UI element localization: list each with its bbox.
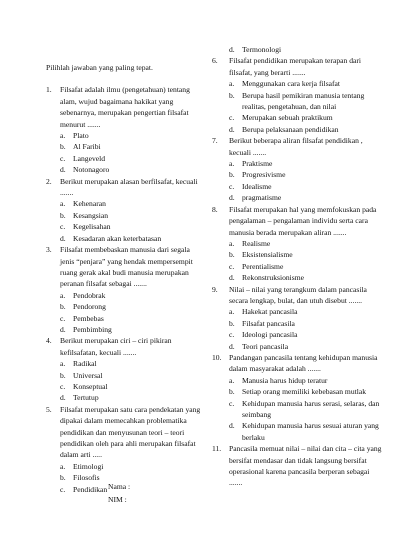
question-item <box>212 135 382 203</box>
option-letter: b. <box>60 473 66 483</box>
answer-option <box>229 181 382 192</box>
answer-option <box>229 318 382 329</box>
option-letter: c. <box>229 261 235 271</box>
option-letter: a. <box>60 290 66 300</box>
answer-option <box>229 238 382 249</box>
left-column <box>46 62 206 495</box>
option-text: Manusia harus hidup teratur <box>242 375 328 385</box>
option-letter: d. <box>60 233 66 243</box>
option-letter: d. <box>229 341 235 351</box>
answer-option <box>60 198 206 209</box>
option-letter: a. <box>229 159 235 169</box>
question-number: 8. <box>212 204 218 214</box>
answer-option <box>229 112 382 123</box>
answer-option <box>229 261 382 272</box>
option-letter: a. <box>60 199 66 209</box>
answer-option <box>229 192 382 203</box>
option-text: Konseptual <box>73 381 108 391</box>
right-column <box>212 44 382 489</box>
option-list <box>60 290 206 336</box>
answer-option <box>60 130 206 141</box>
nim-label: NIM : <box>108 495 127 504</box>
option-text: pragmatisme <box>242 193 282 203</box>
option-text: Termonologi <box>242 45 282 54</box>
option-text: Universal <box>73 370 103 380</box>
option-text: Idealisme <box>242 181 272 191</box>
option-letter: d. <box>229 421 235 431</box>
option-text: Teori pancasila <box>242 341 289 351</box>
answer-option <box>60 461 206 472</box>
option-text: Realisme <box>242 238 271 248</box>
option-letter: d. <box>229 45 235 54</box>
question-stem: Filsafat pendidikan merupakan terapan dari filsafat, yang berarti ....... <box>229 56 361 77</box>
option-list <box>60 130 206 176</box>
student-info <box>108 480 228 506</box>
option-text: Perentialisme <box>242 261 284 271</box>
option-text: Rekonstruksionisme <box>242 273 305 283</box>
option-letter: c. <box>60 381 66 391</box>
option-list <box>229 375 382 443</box>
continued-option <box>229 44 382 55</box>
question-stem: Berikut merupakan alasan berfilsafat, kecuali ....... <box>60 176 198 198</box>
question-item <box>212 204 382 284</box>
question-number: 1. <box>46 85 52 95</box>
option-text: Pendidikan <box>73 484 108 494</box>
question-stem: Filsafat membebaskan manusia dari segala jenis “penjara” yang hendak mempersempit ruang gerak akal budi manusia merupakan peranan filsafat sebagai ....... <box>60 245 193 289</box>
option-text: Etimologi <box>73 461 104 471</box>
question-item <box>212 55 382 135</box>
option-text: Plato <box>73 131 89 141</box>
question-stem: Pancasila memuat nilai – nilai dan cita – cita yang bersifat mendasar dan tidak langsung bersifat operasional karena pancasila berperan sebagai ....... <box>229 444 382 488</box>
option-text: Kesangsian <box>73 210 109 220</box>
option-letter: d. <box>60 393 66 403</box>
option-list <box>229 78 382 135</box>
answer-option <box>60 153 206 164</box>
question-item <box>46 244 206 335</box>
option-text: Kesadaran akan keterbatasan <box>73 233 162 243</box>
right-question-list <box>212 55 382 488</box>
answer-option <box>229 398 382 421</box>
option-text: Notonagoro <box>73 165 110 175</box>
option-text: Kehidupan manusia harus serasi, selaras, dan seimbang <box>242 398 380 419</box>
question-stem: Berikut merupakan ciri – ciri pikiran kefilsafatan, kecuali ....... <box>60 336 172 357</box>
option-list <box>229 158 382 204</box>
option-text: Hakekat pancasila <box>242 307 298 317</box>
option-text: Langeveld <box>73 153 106 163</box>
option-text: Al Faribi <box>73 142 101 152</box>
option-letter: b. <box>60 142 66 152</box>
option-text: Filosofis <box>73 473 100 483</box>
option-letter: b. <box>229 250 235 260</box>
answer-option <box>60 358 206 369</box>
option-letter: b. <box>229 318 235 328</box>
option-text: Ideologi pancasila <box>242 330 298 340</box>
question-number: 9. <box>212 284 218 294</box>
answer-option <box>60 313 206 324</box>
question-number: 10. <box>212 352 222 362</box>
option-list <box>229 238 382 284</box>
left-question-list <box>46 84 206 495</box>
answer-option <box>60 290 206 301</box>
option-letter: d. <box>60 165 66 175</box>
answer-option <box>229 158 382 169</box>
answer-option <box>60 164 206 175</box>
answer-option <box>60 324 206 335</box>
option-text: Progresivisme <box>242 170 286 180</box>
option-text: Merupakan sebuah praktikum <box>242 113 333 123</box>
question-item <box>212 443 382 489</box>
option-letter: c. <box>60 484 66 494</box>
question-stem: Filsafat merupakan hal yang memfokuskan pada pengalaman – pengalaman individu serta cara manusia berada merupakan aliran ....... <box>229 204 377 237</box>
option-letter: a. <box>229 238 235 248</box>
answer-option <box>60 370 206 381</box>
answer-option <box>229 78 382 89</box>
option-text: Eksistensialisme <box>242 250 293 260</box>
option-text: Kegelisahan <box>73 222 111 232</box>
answer-option <box>229 386 382 397</box>
option-letter: b. <box>60 210 66 220</box>
option-letter: b. <box>229 90 235 100</box>
answer-option <box>229 329 382 340</box>
option-letter: b. <box>229 387 235 397</box>
answer-option <box>229 169 382 180</box>
option-letter: a. <box>60 359 66 369</box>
question-stem: Pandangan pancasila tentang kehidupan manusia dalam masyarakat adalah ....... <box>229 352 378 374</box>
option-letter: b. <box>60 302 66 312</box>
option-text: Kehenaran <box>73 199 106 209</box>
option-letter: c. <box>229 181 235 191</box>
option-letter: d. <box>229 124 235 134</box>
answer-option <box>60 392 206 403</box>
option-text: Berupa pelaksanaan pendidikan <box>242 124 339 134</box>
question-number: 6. <box>212 56 218 66</box>
question-number: 2. <box>46 176 52 186</box>
question-item <box>46 84 206 175</box>
answer-option <box>60 301 206 312</box>
question-number: 4. <box>46 336 52 346</box>
answer-option <box>60 210 206 221</box>
answer-option <box>229 272 382 283</box>
option-letter: d. <box>229 273 235 283</box>
option-text: Pembimbing <box>73 324 112 334</box>
question-item <box>46 176 206 244</box>
option-text: Praktisme <box>242 159 273 169</box>
question-stem: Nilai – nilai yang terangkum dalam pancasila secara lengkap, bulat, dan utuh disebut ....... <box>229 284 367 305</box>
answer-option <box>229 249 382 260</box>
option-letter: c. <box>229 398 235 408</box>
option-letter: d. <box>229 193 235 203</box>
option-text: Tertutup <box>73 393 99 403</box>
option-letter: c. <box>60 313 66 323</box>
option-letter: c. <box>229 113 235 123</box>
answer-option <box>60 141 206 152</box>
question-item <box>46 335 206 403</box>
name-label: Nama : <box>108 482 131 491</box>
option-text: Pembebas <box>73 313 104 323</box>
option-text: Pendobrak <box>73 290 106 300</box>
question-number: 5. <box>46 404 52 414</box>
answer-option <box>60 381 206 392</box>
answer-option <box>60 221 206 232</box>
option-letter: c. <box>60 222 66 232</box>
answer-option <box>229 341 382 352</box>
answer-option <box>60 233 206 244</box>
answer-option <box>229 375 382 386</box>
option-text: Setiap orang memiliki kebebasan mutlak <box>242 387 366 397</box>
question-number: 7. <box>212 136 218 146</box>
option-text: Menggunakan cara kerja filsafat <box>242 79 341 89</box>
answer-option <box>229 306 382 317</box>
option-text: Filsafat pancasila <box>242 318 295 328</box>
answer-option <box>229 124 382 135</box>
option-text: Pendorong <box>73 302 106 312</box>
option-letter: a. <box>60 461 66 471</box>
question-stem: Filsafat merupakan satu cara pendekatan yang dipakai dalam memecahkan problematika pendidikan dan menyusunan teori – teori pendidikan oleh para ahli merupakan filsafat dalam arti ..... <box>60 404 201 460</box>
instruction-text: Pilihlah jawaban yang paling tepat. <box>46 63 153 72</box>
option-letter: b. <box>229 170 235 180</box>
question-stem: Berikut beberapa aliran filsafat pendidikan , kecuali ....... <box>229 136 363 157</box>
option-letter: b. <box>60 370 66 380</box>
option-text: Radikal <box>73 359 97 369</box>
option-text: Berupa hasil pemikiran manusia tentang realitas, pengetahuan, dan nilai <box>242 90 365 112</box>
question-item <box>212 352 382 443</box>
question-number: 3. <box>46 245 52 255</box>
answer-option <box>229 420 382 443</box>
question-item <box>212 284 382 352</box>
option-letter: a. <box>229 307 235 317</box>
option-letter: d. <box>60 324 66 334</box>
question-stem: Filsafat adalah ilmu (pengetahuan) tentang alam, wujud bagaimana hakikat yang sebenarnya, merupakan pengertian filsafat menurut ....... <box>60 85 190 129</box>
option-list <box>229 306 382 352</box>
answer-option <box>229 90 382 113</box>
option-letter: a. <box>229 375 235 385</box>
option-text: Kehidupan manusia harus sesuai aturan yang berlaku <box>242 421 379 442</box>
option-letter: c. <box>60 153 66 163</box>
option-letter: a. <box>229 79 235 89</box>
option-letter: a. <box>60 131 66 141</box>
option-letter: c. <box>229 330 235 340</box>
question-number: 11. <box>212 444 222 454</box>
option-list <box>60 358 206 404</box>
option-list <box>60 198 206 244</box>
